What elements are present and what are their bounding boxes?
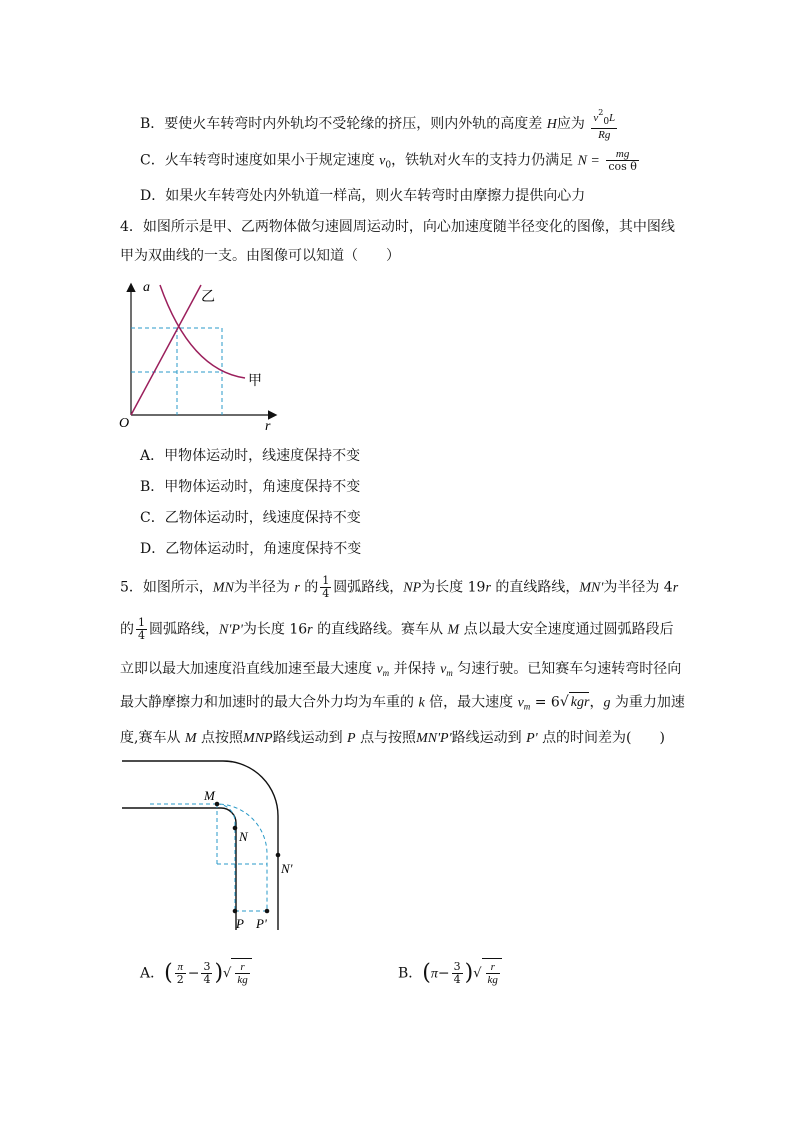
dashed-paths (150, 804, 267, 911)
y-axis-label: a (143, 280, 150, 295)
point-p-prime (265, 909, 270, 914)
q5-option-b[interactable]: B．(π− $\frac{3}{4}$ )√ $\frac{r}{kg}$ (398, 958, 502, 990)
point-p (233, 909, 238, 914)
label-m: M (204, 788, 215, 803)
inner-track (122, 808, 236, 930)
label-yi: 乙 (201, 290, 215, 305)
x-axis-label: r (265, 419, 271, 434)
q4-option-d[interactable]: D．乙物体运动时，角速度保持不变 (140, 541, 362, 557)
q4-stem-line2: 甲为双曲线的一支。由图像可以知道（ ） (120, 248, 400, 264)
q3-option-d[interactable]: D．如果火车转弯处内外轨道一样高，则火车转弯时由摩擦力提供向心力 (140, 188, 586, 204)
label-p: P (236, 916, 244, 931)
q5-stem-line2: 的 $\frac{1}{4}$ 圆弧路线，N'P'为长度 16r 的直线路线。赛车从 M 点以最大安全速度通过圆弧路段后 (120, 616, 674, 642)
origin-label: O (119, 416, 130, 431)
label-p-prime: P' (256, 916, 267, 931)
q4-option-b[interactable]: B．甲物体运动时，角速度保持不变 (140, 479, 361, 495)
label-n: N (239, 829, 248, 844)
point-n (233, 826, 238, 831)
q5-stem-line3: 立即以最大加速度沿直线加速至最大速度 $v_m$ 并保持 $v_m$ 匀速行驶。已知赛车匀速转弯时径向 (120, 661, 682, 678)
q4-option-a[interactable]: A．甲物体运动时，线速度保持不变 (140, 448, 361, 464)
point-n-prime (276, 853, 281, 858)
q5-stem-line5: 度,赛车从 M 点按照MNP路线运动到 P 点与按照MN'P'路线运动到 P' 点的时间差为( ) (120, 730, 665, 746)
q3-option-c-fraction: $\frac{mg}{\text{cos θ}}$ (608, 148, 637, 173)
q4-stem-line1: 4．如图所示是甲、乙两物体做匀速圆周运动时，向心加速度随半径变化的图像，其中图线 (120, 219, 675, 235)
q3-option-b[interactable]: B．要使火车转弯时内外轨均不受轮缘的挤压，则内外轨的高度差 H应为 $\frac{v^2_0L}{Rg}$ (140, 108, 616, 141)
q5-track-diagram (118, 755, 298, 935)
point-m (215, 802, 220, 807)
label-jia: 甲 (248, 374, 262, 389)
q5-option-a[interactable]: A．( $\frac{\pi}{2}$ − $\frac{3}{4}$ )√ $\frac{r}{kg}$ (140, 958, 252, 989)
q4-graph (115, 275, 285, 435)
q3-option-c[interactable]: C．火车转弯时速度如果小于规定速度 $v_0$，铁轨对火车的支持力仍满足 N = $\frac{mg}{\text{cos θ}}$ (140, 148, 637, 173)
q5-stem-line4: 最大静摩擦力和加速时的最大合外力均为车重的 k 倍，最大速度 $v_m = 6√$ kgr，g 为重力加速 (120, 694, 685, 712)
q4-option-c[interactable]: C．乙物体运动时，线速度保持不变 (140, 510, 361, 526)
q3-option-b-fraction: $\frac{v^2_0L}{Rg}$ (593, 108, 616, 141)
outer-track (122, 761, 278, 930)
dashed-guides (131, 328, 222, 415)
label-n-prime: N' (281, 861, 293, 876)
q5-stem-line1: 5．如图所示，MN为半径为 r 的 $\frac{1}{4}$ 圆弧路线，NP为长度 19r 的直线路线，MN'为半径为 4r (120, 574, 679, 600)
line-yi (131, 285, 201, 415)
